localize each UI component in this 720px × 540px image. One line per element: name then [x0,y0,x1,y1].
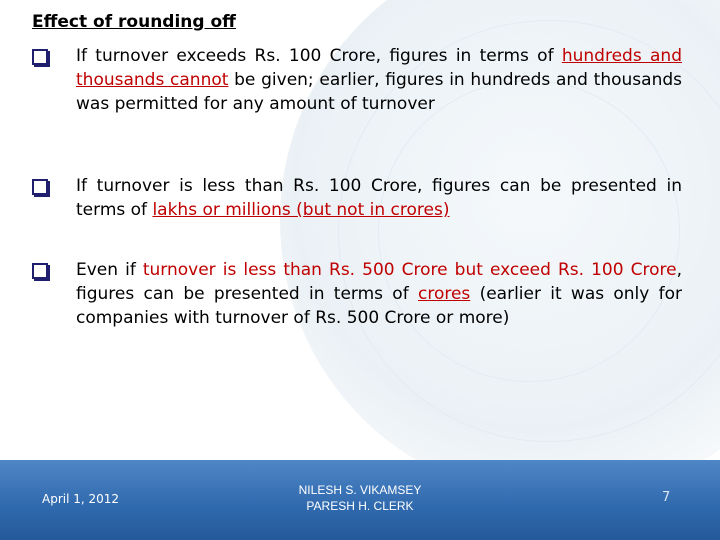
footer-authors [270,482,450,514]
bullet-text: If turnover is less than Rs. 100 Crore, figures can be presented in terms of [76,176,682,220]
bullet-list [32,44,683,328]
bullet-item [32,174,682,222]
bullet-item [32,44,682,116]
slide-title: Effect of rounding off [32,12,236,32]
bullet-highlight: turnover is less than Rs. 500 Crore but exceed Rs. 100 Crore [142,260,677,280]
background-arc [378,80,680,382]
bullet-text: be given; earlier, figures in hundreds and thousands was permitted for any amount of turnover [76,70,682,114]
bullet-text: , figures can be presented in terms of [76,260,682,304]
author-name: PARESH H. CLERK [306,499,414,513]
bullet-highlight: crores [417,284,471,304]
page-number: 7 [662,490,671,505]
bullet-text: Even if [76,260,143,280]
bullet-highlight: lakhs or millions (but not in crores) [152,200,450,220]
checkbox-bullet-icon [32,263,48,279]
checkbox-bullet-icon [32,179,48,195]
bullet-highlight: hundreds and thousands cannot [76,46,682,90]
checkbox-bullet-icon [32,49,48,65]
bullet-text: If turnover exceeds Rs. 100 Crore, figures in terms of [76,46,562,66]
footer-date: April 1, 2012 [42,492,120,506]
bullet-text: (earlier it was only for companies with turnover of Rs. 500 Crore or more) [76,284,683,328]
footer-bar [0,460,720,540]
author-name: NILESH S. VIKAMSEY [298,483,422,497]
bullet-item [32,258,682,330]
